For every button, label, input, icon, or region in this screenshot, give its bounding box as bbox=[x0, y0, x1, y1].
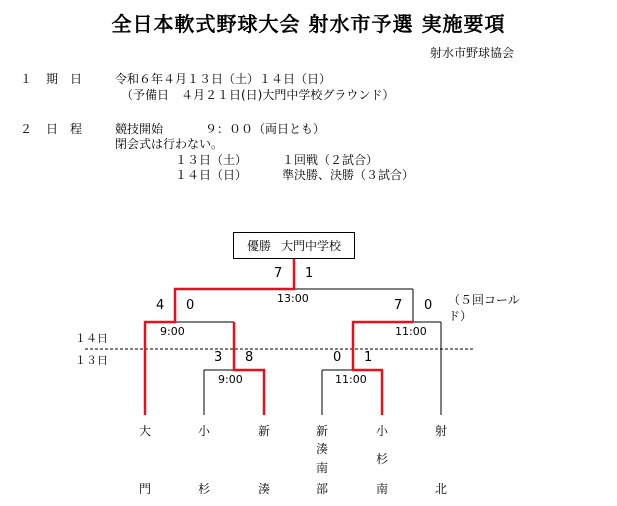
section1-heading: 期 日 bbox=[46, 72, 83, 86]
day2-date: １４日（日） bbox=[175, 168, 248, 182]
section2-heading: 日 程 bbox=[46, 122, 83, 136]
r1-left-winner-line bbox=[234, 322, 264, 415]
team-4-char-3: 南 bbox=[315, 461, 328, 475]
section1-number: １ bbox=[20, 72, 33, 86]
r1-left-time: 9:00 bbox=[218, 373, 243, 386]
r1-right-time: 11:00 bbox=[335, 373, 367, 386]
day1-desc: １回戦（２試合） bbox=[282, 153, 379, 167]
r1-right-score-right: 1 bbox=[364, 350, 373, 365]
day1-date: １３日（土） bbox=[175, 153, 248, 167]
r1-right-score-left: 0 bbox=[333, 350, 342, 365]
team-4-char-2: 湊 bbox=[315, 442, 328, 456]
r1-left-score-left: 3 bbox=[214, 350, 223, 365]
semi-left-score-left: 4 bbox=[156, 298, 165, 313]
section1-reserve: （予備日 ４月２１日(日)大門中学校グラウンド） bbox=[121, 88, 395, 102]
semi-right-score-left: 7 bbox=[394, 298, 403, 313]
semi-left-score-right: 0 bbox=[186, 298, 195, 313]
team-5-char-3: 南 bbox=[375, 482, 388, 496]
day14-label: １４日 bbox=[75, 332, 108, 345]
team-5-char-2: 杉 bbox=[375, 452, 388, 466]
champion-team: 大門中学校 bbox=[281, 239, 342, 253]
organizer: 射水市野球協会 bbox=[430, 46, 515, 60]
final-score-right: 1 bbox=[305, 266, 314, 281]
team-2-top: 小 bbox=[197, 424, 210, 438]
section1-date: 令和６年４月１３日（土）１４日（日） bbox=[115, 72, 332, 86]
champion-box bbox=[233, 232, 355, 259]
champion-label: 優勝 bbox=[246, 239, 271, 253]
team-2-char: 杉 bbox=[197, 482, 210, 496]
section2-number: ２ bbox=[20, 122, 33, 136]
team-5-top: 小 bbox=[375, 424, 388, 438]
team-4-top: 新 bbox=[315, 424, 328, 438]
day2-desc: 準決勝、決勝（３試合） bbox=[282, 168, 415, 182]
semi-right-time: 11:00 bbox=[395, 325, 427, 338]
final-time: 13:00 bbox=[277, 292, 309, 305]
semi-left-time: 9:00 bbox=[160, 325, 185, 338]
team-1-char: 門 bbox=[138, 482, 151, 496]
team-1-top: 大 bbox=[138, 424, 151, 438]
closing-note: 閉会式は行わない。 bbox=[115, 137, 224, 151]
called-game-note: （５回コールド） bbox=[448, 293, 520, 323]
team-6-char: 北 bbox=[434, 482, 447, 496]
start-label: 競技開始 bbox=[115, 122, 164, 136]
winner-path-lines bbox=[145, 259, 413, 415]
team-6-top: 射 bbox=[434, 424, 447, 438]
team-3-char: 湊 bbox=[257, 482, 270, 496]
semi-right-score-right: 0 bbox=[424, 298, 433, 313]
day13-label: １３日 bbox=[75, 354, 108, 367]
team-3-top: 新 bbox=[257, 424, 270, 438]
start-time: ９：００（両日とも） bbox=[205, 122, 326, 136]
final-score-left: 7 bbox=[274, 266, 283, 281]
team-4-char-4: 部 bbox=[315, 482, 328, 496]
page-title: 全日本軟式野球大会 射水市予選 実施要項 bbox=[111, 12, 506, 36]
r1-left-score-right: 8 bbox=[245, 350, 254, 365]
